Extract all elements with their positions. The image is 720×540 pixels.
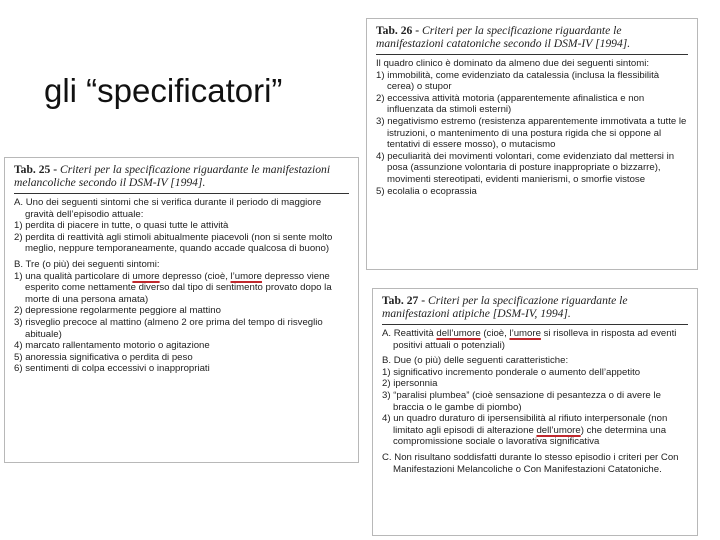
table-26-body — [376, 58, 688, 197]
list-item: 5) ecolalia o ecoprassia — [376, 185, 477, 197]
table-27-heading — [382, 294, 688, 320]
underlined-term: umore — [132, 270, 160, 282]
underlined-term: dell’umore — [536, 424, 581, 436]
text-segment: A. Reattività — [382, 328, 437, 339]
table-25-body — [14, 197, 349, 375]
list-item: 3) “paralisi plumbea” (cioè sensazione di pesantezza o di avere le braccia o le gambe di piombo) — [382, 389, 661, 413]
list-item: 4) peculiarità dei movimenti volontari, come evidenziato dal mettersi in posa (assunzione volontaria di posture inappropriate o bizzarre), movimenti stereotipati, evidenti manierismi, o smorfie vistose — [376, 150, 675, 185]
list-item: 5) anoressia significativa o perdita di peso — [14, 351, 193, 363]
table-25-caption: Criteri per la specificazione riguardante le manifestazioni melancoliche secondo il DSM-IV [1994]. — [14, 163, 331, 189]
list-item: 2) eccessiva attività motoria (apparentemente afinalistica e non influenzata da stimoli esterni) — [376, 92, 645, 116]
table-27-box — [372, 288, 698, 536]
table-26-number: Tab. 26 - — [376, 24, 420, 37]
underlined-term: l’umore — [509, 328, 541, 339]
text-segment: 1) una qualità particolare di — [14, 270, 133, 282]
list-item: 3) risveglio precoce al mattino (almeno 2 ore prima del tempo di risveglio abituale) — [14, 316, 323, 340]
table-25-box — [4, 157, 359, 463]
criterion-a — [382, 328, 688, 351]
table-25-number: Tab. 25 - — [14, 163, 58, 176]
table-25-heading — [14, 163, 349, 189]
list-item: 1) immobilità, come evidenziato da catalessia (inclusa la flessibilità cerea) o stupor — [376, 69, 660, 93]
underlined-term: dell’umore — [436, 328, 481, 339]
table-27-caption: Criteri per la specificazione riguardante le manifestazioni atipiche [DSM-IV, 1994]. — [382, 294, 628, 320]
list-item: 2) ipersonnia — [382, 378, 438, 390]
table-27-body — [382, 328, 688, 475]
list-item: 1) perdita di piacere in tutte, o quasi tutte le attività — [14, 220, 229, 232]
text-segment: si risolleva in risposta ad eventi positivi attuali o potenziali) — [393, 328, 677, 351]
list-item: 4) marcato rallentamento motorio o agitazione — [14, 340, 210, 352]
text-segment: 4) un quadro duraturo di ipersensibilità al rifiuto interpersonale (non limitato agli episodi di alterazione — [382, 413, 668, 436]
list-item: 1) significativo incremento ponderale o aumento dell’appetito — [382, 366, 641, 378]
table-26-caption: Criteri per la specificazione riguardante le manifestazioni catatoniche secondo il DSM-IV [1994]. — [376, 24, 631, 50]
slide-title: gli “specificatori” — [44, 72, 283, 109]
criterion-c: C. Non risultano soddisfatti durante lo stesso episodio i criteri per Con Manifestazioni Melancoliche o Con Manifestazioni Catatoniche. — [382, 451, 679, 475]
criterion-a: A. Uno dei seguenti sintomi che si verifica durante il periodo di maggiore gravità dell’episodio attuale: — [14, 197, 322, 220]
list-item: 6) sentimenti di colpa eccessivi o inappropriati — [14, 363, 210, 375]
table-25-rule — [14, 193, 349, 194]
table-27-number: Tab. 27 - — [382, 294, 426, 307]
table-26-box — [366, 18, 698, 270]
intro-text: Il quadro clinico è dominato da almeno due dei seguenti sintomi: — [376, 58, 650, 69]
list-item: 2) depressione regolarmente peggiore al mattino — [14, 305, 221, 317]
criterion-b: B. Due (o più) delle seguenti caratteristiche: — [382, 355, 569, 367]
list-item: 2) perdita di reattività agli stimoli abitualmente piacevoli (non si sente molto meglio, neppure temporaneamente, quando accade qualcosa di buono) — [14, 231, 333, 255]
criterion-b: B. Tre (o più) dei seguenti sintomi: — [14, 258, 160, 270]
text-segment: depresso (cioè, — [159, 270, 231, 282]
table-27-rule — [382, 324, 688, 325]
table-26-rule — [376, 54, 688, 55]
list-item — [14, 271, 349, 306]
list-item — [382, 413, 688, 448]
text-segment: ) che determina una compromissione sociale o lavorativa significativa — [393, 424, 667, 448]
underlined-term: l’umore — [230, 270, 263, 282]
list-item: 3) negativismo estremo (resistenza apparentemente immotivata a tutte le istruzioni, o mantenimento di una postura rigida che si oppone al tentativi di essere mosso), o mutacismo — [376, 115, 687, 151]
table-26-heading — [376, 24, 688, 50]
text-segment: (cioè, — [480, 328, 510, 339]
text-segment: depresso viene esperito come nettamente diverso dal tipo di sentimento provato dopo la morte di una persona amata) — [25, 270, 332, 305]
